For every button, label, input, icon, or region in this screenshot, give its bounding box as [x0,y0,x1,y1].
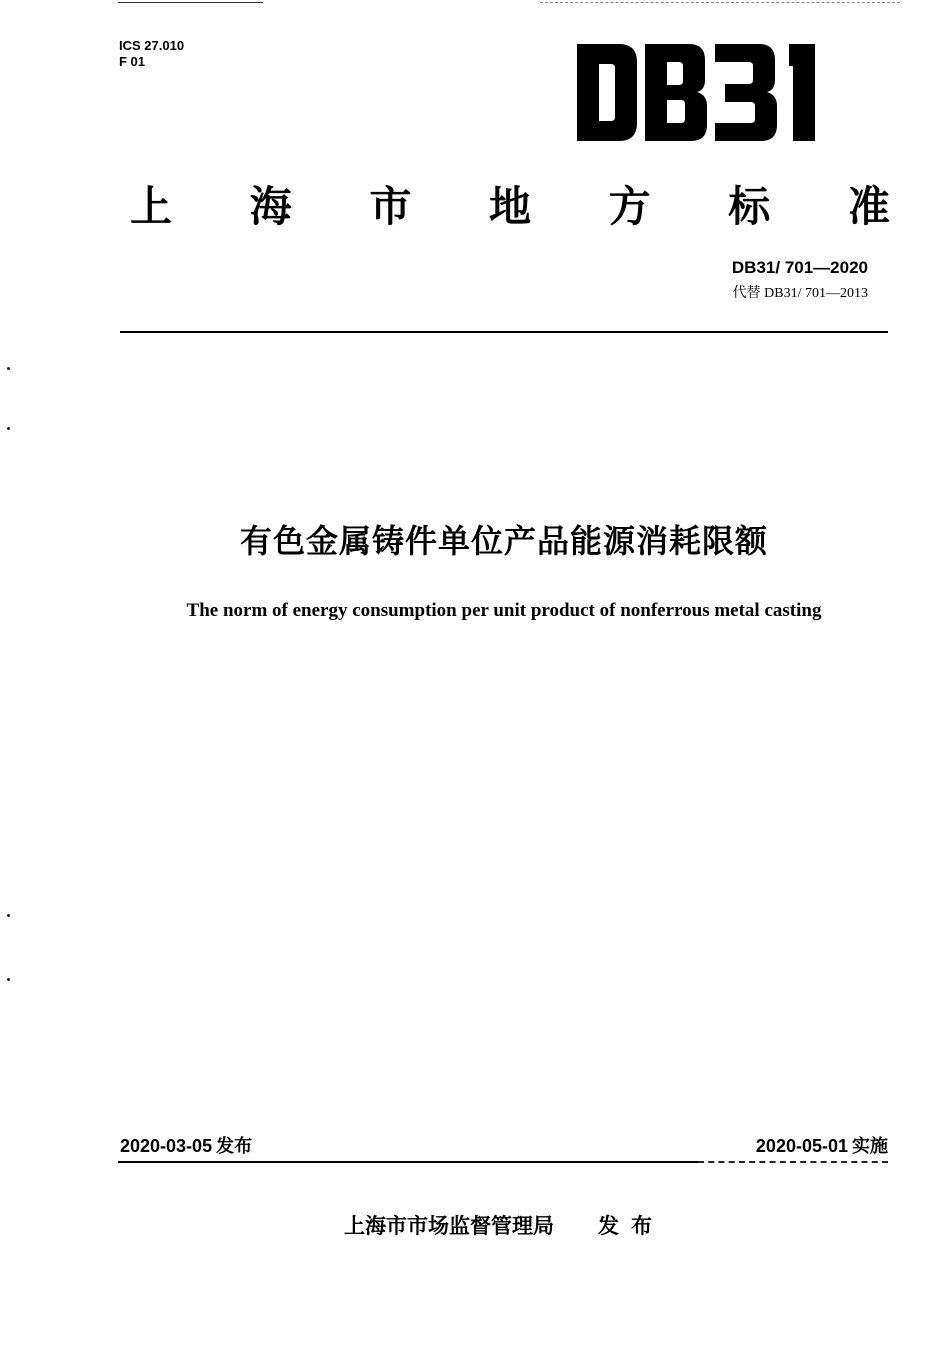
replaced-standard: 代替 DB31/ 701—2013 [732,286,868,301]
header-divider [120,331,888,333]
implementation-date: 2020-05-01 [755,1136,848,1156]
heading-char: 海 [249,182,292,231]
scan-speck [7,978,10,981]
scan-speck [7,427,10,430]
heading-char: 市 [369,182,412,231]
heading-char: 标 [728,182,771,231]
heading-char: 方 [608,182,651,231]
footer-divider-dashed [698,1161,888,1163]
footer-divider [118,1161,698,1163]
publisher-name: 上海市市场监督管理局 [344,1214,554,1238]
implementation-date-block [756,1132,888,1158]
db31-logo-graphic [575,40,837,145]
document-title-chinese: 有色金属铸件单位产品能源消耗限额 [239,522,768,560]
ics-block [119,38,184,70]
heading-char: 地 [488,182,531,231]
document-title-english: The norm of energy consumption per unit product of nonferrous metal casting [186,600,822,621]
scan-speck [7,367,10,370]
db31-logo [575,40,837,145]
heading-char: 上 [130,182,173,231]
publisher-label: 发布 [598,1214,664,1238]
standard-number: DB31/ 701—2020 [731,258,868,277]
heading-char: 准 [847,182,890,231]
issue-date-block [120,1132,252,1158]
scan-speck [7,914,10,917]
issue-date: 2020-03-05 [120,1136,213,1156]
classification-code: F 01 [119,54,146,69]
implementation-label: 实施 [852,1136,888,1157]
issue-label: 发布 [216,1136,253,1157]
scan-artifact-line [118,2,263,3]
local-standard-heading [130,174,890,234]
ics-code: ICS 27.010 [119,38,185,53]
publisher-block [0,1210,950,1240]
scan-artifact-dashed-line [540,2,900,3]
